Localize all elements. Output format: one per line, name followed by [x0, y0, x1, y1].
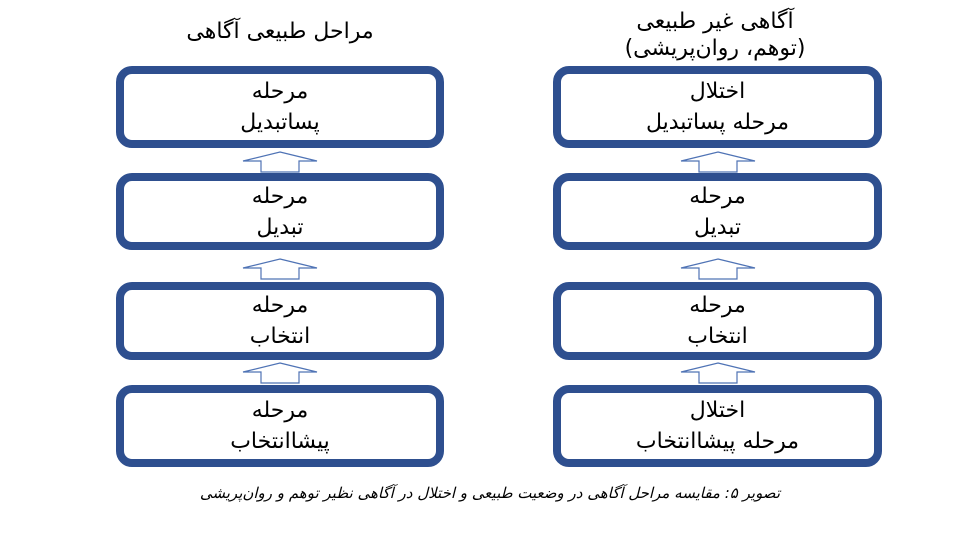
left-stage-selection-box: [116, 282, 444, 360]
left-stage-pre-selection-box: [116, 385, 444, 467]
right-stage-post-transformation-box: [553, 66, 882, 148]
right-stage-pre-selection-line2: مرحله پیشاانتخاب: [635, 429, 800, 454]
left-column-title: مراحل طبیعی آگاهی: [186, 19, 374, 44]
left-stage-transformation-line2: تبدیل: [256, 214, 304, 240]
right-stage-post-transformation-line2: مرحله پساتبدیل: [645, 110, 790, 135]
right-column-title: آگاهی غیر طبیعی (توهم، روان‌پریشی): [624, 9, 806, 61]
left-stage-transformation-box: [116, 173, 444, 250]
up-arrow-icon: [680, 362, 756, 384]
up-arrow-icon: [242, 258, 318, 280]
right-stage-selection-line2: انتخاب: [687, 324, 748, 349]
left-stage-pre-selection-line1: مرحله: [251, 398, 309, 423]
right-stage-transformation-line1: مرحله: [689, 183, 746, 209]
left-stage-post-transformation-line1: مرحله: [251, 79, 309, 104]
left-stage-post-transformation-line2: پساتبدیل: [240, 110, 320, 135]
up-arrow-icon: [242, 362, 318, 384]
right-stage-selection-line1: مرحله: [689, 293, 746, 318]
left-stage-post-transformation-box: [116, 66, 444, 148]
right-stage-post-transformation-line1: اختلال: [689, 79, 746, 104]
left-stage-selection-line2: انتخاب: [249, 324, 311, 349]
figure-caption: تصویر ۵: مقایسه مراحل آگاهی در وضعیت طبیعی و اختلال در آگاهی نظیر توهم و روان‌پریشی: [199, 484, 780, 502]
right-stage-selection-box: [553, 282, 882, 360]
right-stage-transformation-line2: تبدیل: [693, 214, 742, 240]
left-stage-selection-line1: مرحله: [251, 293, 309, 318]
left-stage-transformation-line1: مرحله: [251, 183, 309, 209]
up-arrow-icon: [680, 258, 756, 280]
right-stage-transformation-box: [553, 173, 882, 250]
left-stage-pre-selection-line2: پیشاانتخاب: [230, 429, 330, 454]
right-stage-pre-selection-line1: اختلال: [689, 398, 746, 423]
up-arrow-icon: [680, 151, 756, 173]
right-stage-pre-selection-box: [553, 385, 882, 467]
up-arrow-icon: [242, 151, 318, 173]
